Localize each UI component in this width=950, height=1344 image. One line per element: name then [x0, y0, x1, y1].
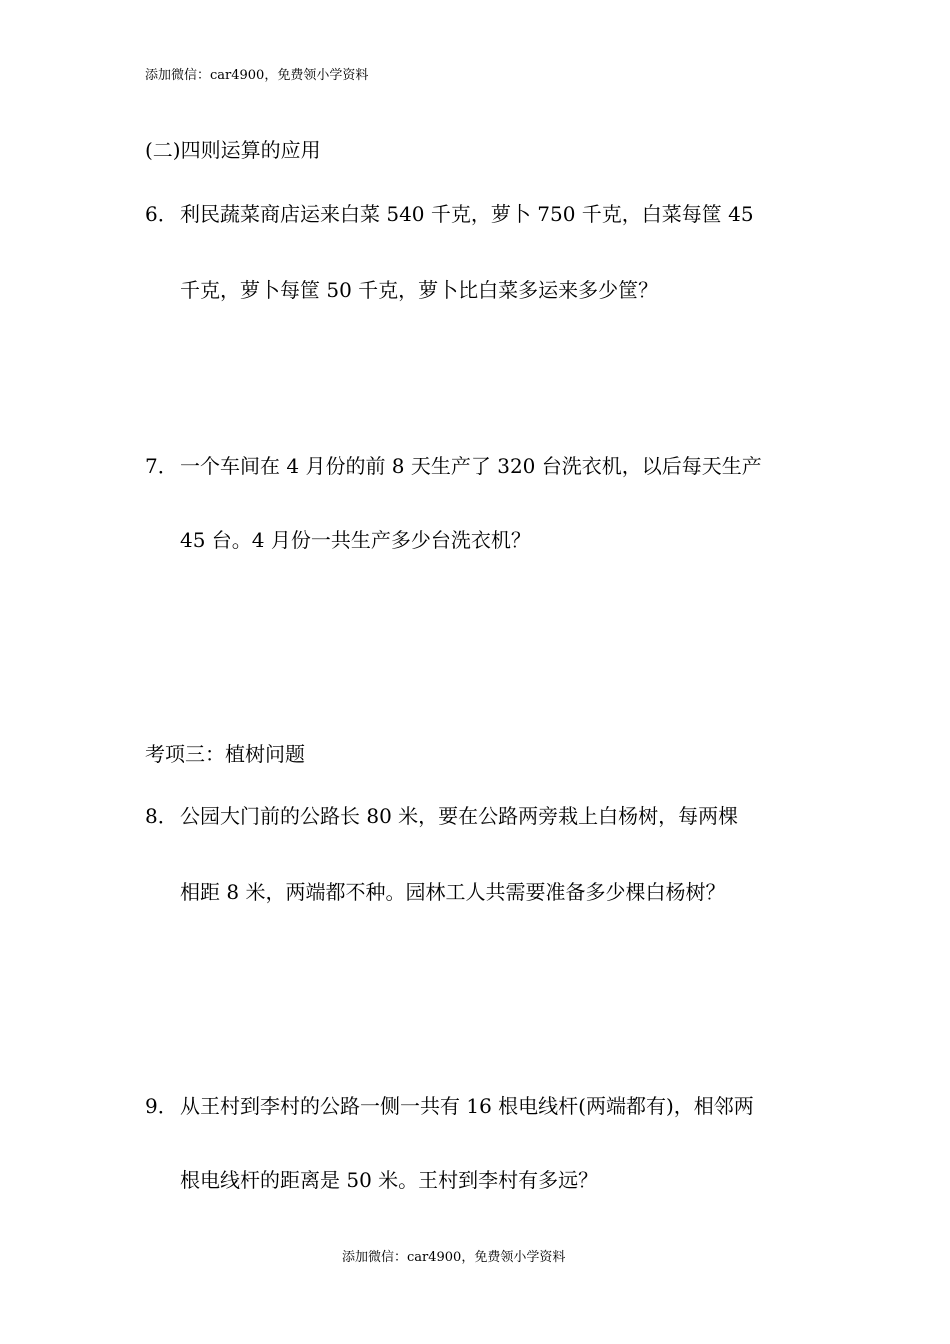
- header-watermark: 添加微信：car4900，免费领小学资料: [145, 68, 369, 83]
- question-7-line-1: 一个车间在 4 月份的前 8 天生产了 320 台洗衣机，以后每天生产: [180, 454, 762, 478]
- question-7-number: 7．: [145, 454, 178, 478]
- question-8-line-2: 相距 8 米，两端都不种。园林工人共需要准备多少棵白杨树？: [180, 880, 726, 904]
- footer-watermark: 添加微信：car4900，免费领小学资料: [342, 1250, 566, 1265]
- section-title-arithmetic-application: (二)四则运算的应用: [145, 138, 321, 162]
- question-7-line-2: 45 台。4 月份一共生产多少台洗衣机？: [180, 528, 531, 552]
- question-9-number: 9．: [145, 1094, 178, 1118]
- section-title-tree-planting: 考项三：植树问题: [145, 742, 305, 766]
- question-8-number: 8．: [145, 804, 178, 828]
- question-9-line-1: 从王村到李村的公路一侧一共有 16 根电线杆(两端都有)，相邻两: [180, 1094, 754, 1118]
- question-8-line-1: 公园大门前的公路长 80 米，要在公路两旁栽上白杨树，每两棵: [180, 804, 739, 828]
- question-6-line-2: 千克，萝卜每筐 50 千克，萝卜比白菜多运来多少筐？: [180, 278, 659, 302]
- question-6-number: 6．: [145, 202, 178, 226]
- question-6-line-1: 利民蔬菜商店运来白菜 540 千克，萝卜 750 千克，白菜每筐 45: [180, 202, 754, 226]
- question-9-line-2: 根电线杆的距离是 50 米。王村到李村有多远？: [180, 1168, 599, 1192]
